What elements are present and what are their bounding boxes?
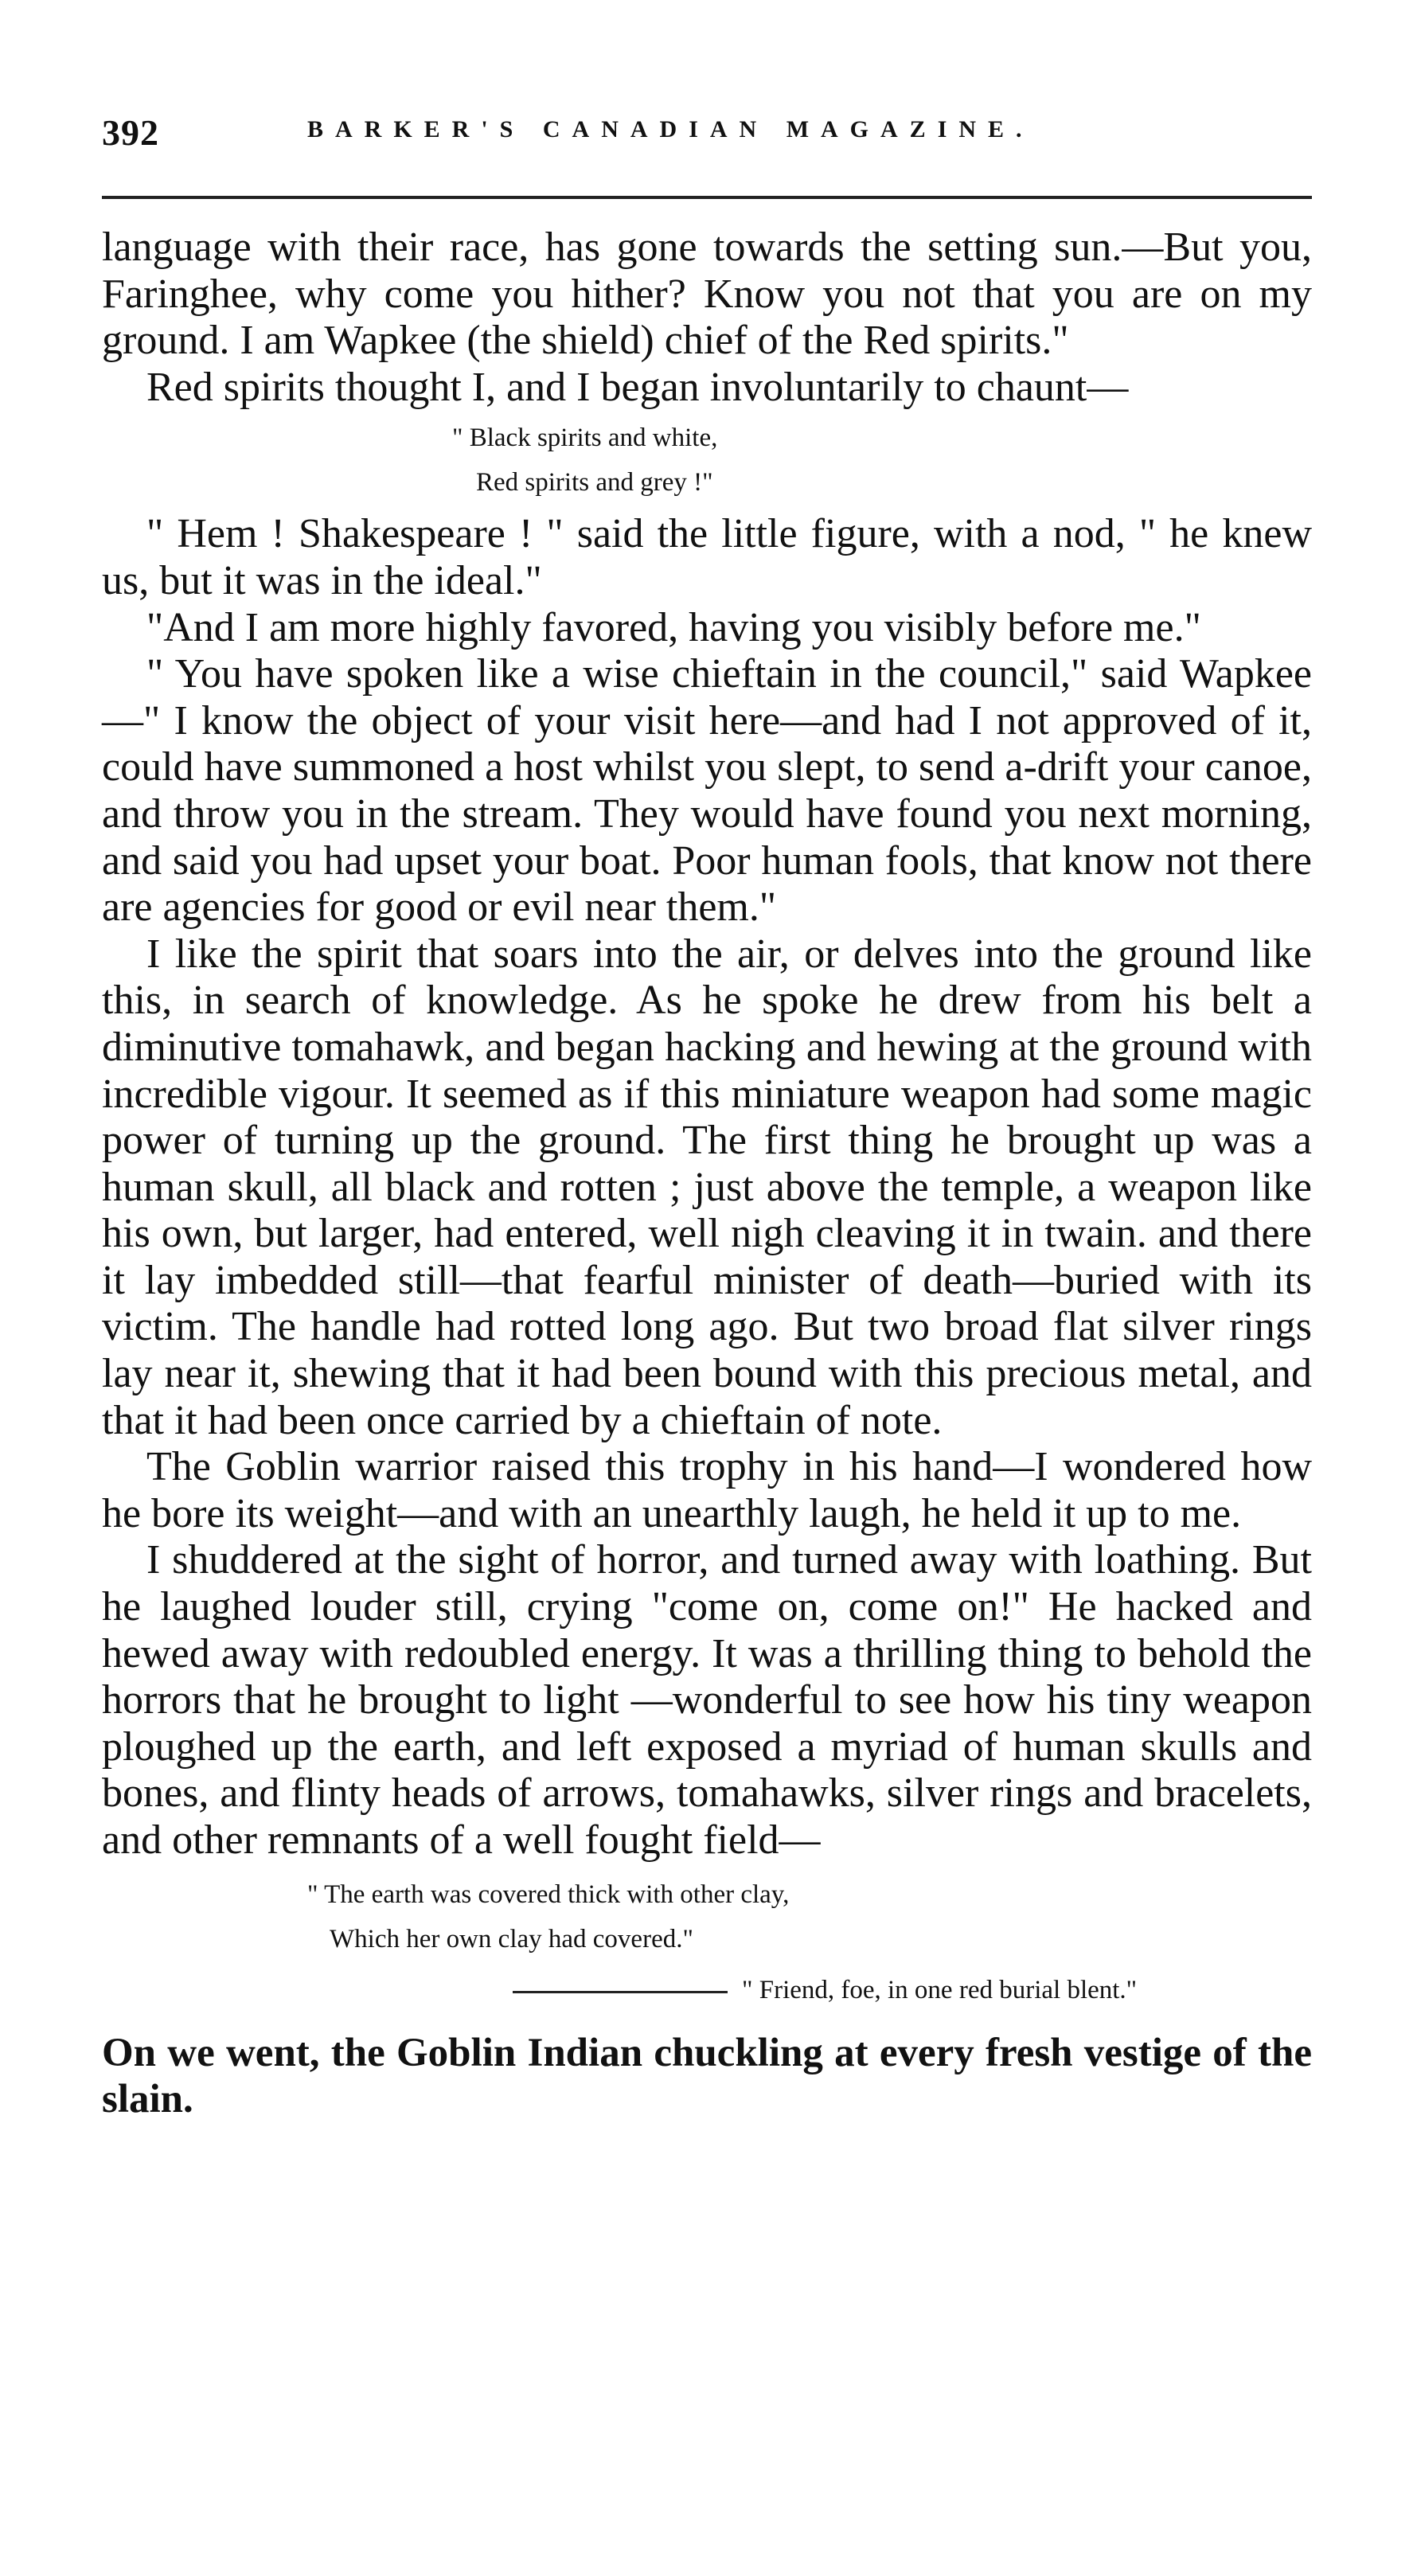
- paragraph-5: " You have spoken like a wise chieftain in the council," said Wapkee—" I know the object of your visit here—and had I not approved of it, could have summoned a host whilst you slept, to send a-drift your canoe, and throw you in the stream. They would have found you next morning, and said you had upset your boat. Poor human fools, that know not there are agencies for good or evil near them.": [102, 651, 1312, 931]
- verse-quote-2: [102, 1872, 1312, 2012]
- body-text: [102, 224, 1312, 2123]
- verse-line: " Friend, foe, in one red burial blent.": [742, 1975, 1138, 2004]
- verse-line: Which her own clay had covered.": [330, 1924, 693, 1953]
- running-title: BARKER'S CANADIAN MAGAZINE.: [307, 116, 1034, 142]
- verse-quote-1: [102, 416, 1312, 505]
- final-paragraph: On we went, the Goblin Indian chuckling at every fresh vestige of the slain.: [102, 2030, 1312, 2122]
- verse-line: " Black spirits and white,: [452, 423, 718, 453]
- paragraph-8: I shuddered at the sight of horror, and turned away with loathing. But he laughed louder still, crying "come on, come on!" He hacked and hewed away with redoubled energy. It was a thrilling thing to behold the horrors that he brought to light —wonderful to see how his tiny weapon ploughed up the earth, and left exposed a myriad of human skulls and bones, and flinty heads of arrows, tomahawks, silver rings and bracelets, and other remnants of a well fought field—: [102, 1537, 1312, 1863]
- paragraph-4: "And I am more highly favored, having you visibly before me.": [146, 604, 1201, 650]
- page-number: 392: [102, 112, 159, 153]
- page-header: [102, 111, 1312, 159]
- verse-line: " The earth was covered thick with other clay,: [307, 1879, 790, 1909]
- paragraph-7: The Goblin warrior raised this trophy in his hand—I wondered how he bore its weight—and with an unearthly laugh, he held it up to me.: [102, 1444, 1312, 1536]
- paragraph-2: Red spirits thought I, and I began involuntarily to chaunt—: [146, 364, 1129, 410]
- verse-line: Red spirits and grey !": [476, 468, 713, 498]
- header-rule: [102, 196, 1312, 199]
- paragraph-1: language with their race, has gone towards the setting sun.—But you, Faringhee, why come you hither? Know you not that you are on my ground. I am Wapkee (the shield) chief of the Red spirits.": [102, 224, 1312, 364]
- paragraph-6: I like the spirit that soars into the air, or delves into the ground like this, in search of knowledge. As he spoke he drew from his belt a diminutive tomahawk, and began hacking and hewing at the ground with incredible vigour. It seemed as if this miniature weapon had some magic power of turning up the ground. The first thing he brought up was a human skull, all black and rotten ; just above the temple, a weapon like his own, but larger, had entered, well nigh cleaving it in twain. and there it lay imbedded still—that fearful minister of death—buried with its victim. The handle had rotted long ago. But two broad flat silver rings lay near it, shewing that it had been bound with this precious metal, and that it had been once carried by a chieftain of note.: [102, 931, 1312, 1443]
- verse-line-with-dash: [307, 1968, 1312, 2012]
- em-dash-rule: [513, 1991, 728, 1993]
- paragraph-3: " Hem ! Shakespeare ! " said the little figure, with a nod, " he knew us, but it was in the ideal.": [102, 511, 1312, 603]
